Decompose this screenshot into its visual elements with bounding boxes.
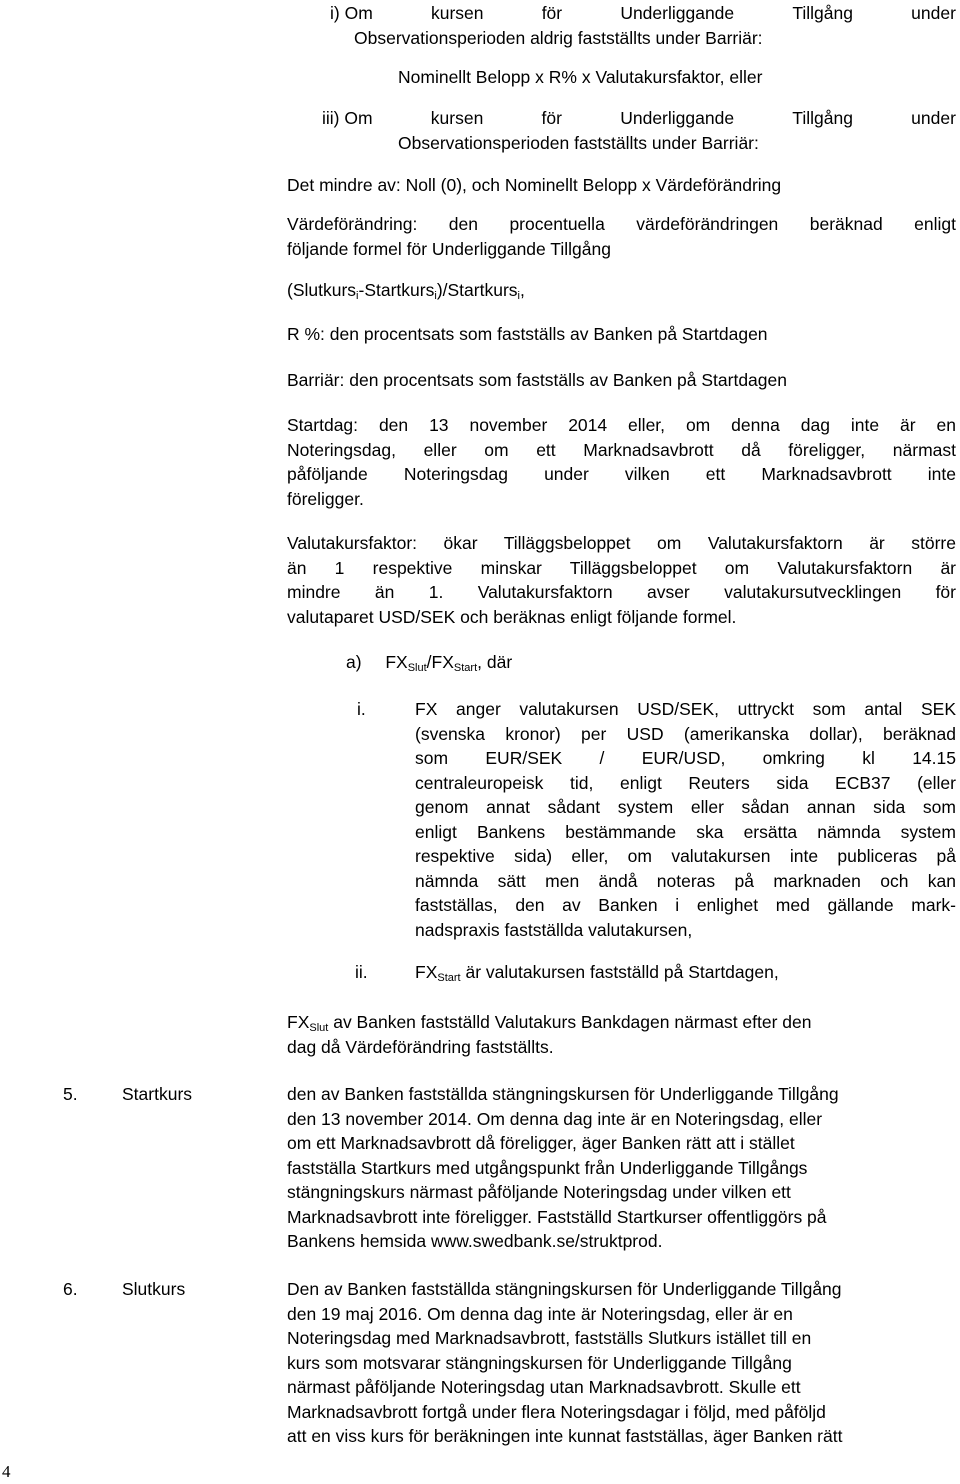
section-term: Startkurs	[122, 1084, 193, 1104]
word: kursen	[430, 3, 484, 23]
section-line: Den av Banken fastställda stängningskursen för Underliggande Tillgång	[287, 1279, 842, 1299]
definition-line: Noteringsdag, eller om ett Marknadsavbrott då föreligger, närmast	[287, 439, 956, 460]
definition-valutakursfaktor	[287, 531, 956, 629]
formula-part: (Slutkurs	[287, 280, 357, 300]
item-text	[415, 960, 779, 985]
definition-r-percent: R %: den procentsats som fastställs av Banken på Startdagen	[287, 324, 768, 344]
vardeforandring-formula	[287, 278, 525, 303]
section-line: den av Banken fastställda stängningskursen för Underliggande Tillgång	[287, 1084, 839, 1104]
section-line: närmast påföljande Noteringsdag utan Marknadsavbrott. Skulle ett	[287, 1377, 801, 1397]
section-number: 6.	[63, 1279, 78, 1299]
definition-line	[287, 1010, 956, 1035]
item-line: centraleuropeisk tid, enligt Reuters sida ECB37 (eller	[415, 772, 956, 793]
item-line: nadspraxis fastställda valutakursen,	[415, 919, 693, 940]
formula-part: är valutakursen fastställd på Startdagen,	[460, 962, 779, 982]
section-number: 5.	[63, 1084, 78, 1104]
definition-line: Startdag: den 13 november 2014 eller, om denna dag inte är en	[287, 415, 956, 435]
definition-line: dag då Värdeförändring fastställts.	[287, 1036, 554, 1057]
item-line: enligt Bankens bestämmande ska ersätta nämnda system	[415, 821, 956, 842]
formula-part: , där	[477, 652, 513, 672]
clause-i-heading	[330, 1, 956, 26]
word: iii) Om	[322, 108, 373, 128]
word: under	[911, 3, 956, 23]
definition-vardeforandring	[287, 212, 956, 261]
formula-part: -Startkurs	[358, 280, 435, 300]
item-number: i.	[357, 699, 366, 719]
item-text	[415, 697, 956, 942]
item-number: ii.	[355, 962, 368, 982]
formula-part: av Banken fastställd Valutakurs Bankdagen närmast efter den	[328, 1012, 812, 1032]
item-line: respektive sida) eller, om valutakursen inte publiceras på	[415, 846, 956, 866]
clause-i-formula: Nominellt Belopp x R% x Valutakursfaktor, eller	[398, 67, 763, 87]
section-line: Marknadsavbrott fortgå under flera Noteringsdagar i följd, med påföljd	[287, 1401, 826, 1422]
word: kursen	[430, 108, 484, 128]
item-line: FX anger valutakursen USD/SEK, uttryckt som antal SEK	[415, 699, 956, 719]
fx-formula-label: a)	[346, 652, 362, 672]
word: för	[541, 3, 563, 23]
clause-iii	[322, 106, 956, 155]
page-number: 4	[2, 1462, 11, 1481]
formula-part: /FX	[426, 652, 454, 672]
section-line: fastställa Startkurs med utgångspunkt från Underliggande Tillgångs	[287, 1157, 808, 1178]
formula-part: FX	[415, 962, 438, 982]
formula-subscript: Start	[453, 662, 478, 674]
formula-subscript: i	[517, 290, 520, 302]
definition-line: valutaparet USD/SEK och beräknas enligt följande formel.	[287, 606, 737, 627]
word: under	[911, 108, 956, 128]
clause-i-condition: Observationsperioden aldrig fastställts under Barriär:	[354, 27, 763, 48]
section-term: Slutkurs	[122, 1279, 186, 1299]
clause-iii-heading	[322, 106, 956, 131]
formula-part: ,	[519, 280, 525, 300]
definition-startdag	[287, 413, 956, 511]
word: i) Om	[330, 3, 373, 23]
formula-subscript: i	[356, 290, 359, 302]
section-line: Bankens hemsida www.swedbank.se/struktprod.	[287, 1231, 663, 1251]
formula-part: )/Startkurs	[436, 280, 518, 300]
fx-formula	[346, 650, 512, 675]
word: för	[541, 108, 562, 128]
formula-subscript: i	[434, 290, 437, 302]
section-line: att en viss kurs för beräkningen inte kunnat fastställas, äger Banken rätt	[287, 1426, 843, 1446]
formula-subscript: Start	[437, 972, 461, 984]
section-line: kurs som motsvarar stängningskursen för Underliggande Tillgång	[287, 1352, 792, 1373]
item-line: (svenska kronor) per USD (amerikanska dollar), beräknad	[415, 723, 956, 744]
word: Tillgång	[792, 108, 853, 128]
item-line: som EUR/SEK / EUR/USD, omkring kl 14.15	[415, 748, 956, 768]
definition-line: följande formel för Underliggande Tillgång	[287, 238, 611, 259]
definition-line: än 1 respektive minskar Tilläggsbeloppet om Valutakursfaktorn är	[287, 557, 956, 578]
word: Underliggande	[620, 3, 735, 23]
clause-i	[330, 1, 956, 50]
definition-line: Valutakursfaktor: ökar Tilläggsbeloppet om Valutakursfaktorn är större	[287, 533, 956, 553]
item-line: fastställas, den av Banken i enlighet med gällande mark-	[415, 895, 956, 915]
definition-line: föreligger.	[287, 488, 364, 509]
section-text	[287, 1082, 956, 1254]
definition-line: Värdeförändring: den procentuella värdeförändringen beräknad enligt	[287, 214, 956, 234]
clause-iii-condition: Observationsperioden fastställts under Barriär:	[398, 132, 759, 153]
item-line: genom annat sådant system eller sådan annan sida som	[415, 797, 956, 817]
section-text	[287, 1277, 956, 1449]
definition-line: påföljande Noteringsdag under vilken ett Marknadsavbrott inte	[287, 464, 956, 484]
word: Tillgång	[792, 3, 853, 23]
section-line: den 13 november 2014. Om denna dag inte är en Noteringsdag, eller	[287, 1108, 823, 1129]
section-line: om ett Marknadsavbrott då föreligger, äger Banken rätt att i stället	[287, 1133, 795, 1153]
word: Underliggande	[620, 108, 735, 128]
formula-part: FX	[385, 652, 408, 672]
item-line: nämnda sätt men ändå noteras på marknaden och kan	[415, 870, 956, 891]
formula-part: FX	[287, 1012, 310, 1032]
formula-subscript: Slut	[309, 1022, 329, 1034]
definition-barriar: Barriär: den procentsats som fastställs av Banken på Startdagen	[287, 370, 787, 390]
formula-subscript: Slut	[407, 662, 427, 674]
definition-fx-slut	[287, 1010, 956, 1059]
section-line: Noteringsdag med Marknadsavbrott, fastställs Slutkurs istället till en	[287, 1328, 812, 1348]
definition-line: mindre än 1. Valutakursfaktorn avser valutakursutvecklingen för	[287, 582, 956, 602]
section-line: Marknadsavbrott inte föreligger. Fastställd Startkurser offentliggörs på	[287, 1206, 827, 1227]
clause-iii-formula: Det mindre av: Noll (0), och Nominellt Belopp x Värdeförändring	[287, 175, 782, 195]
section-line: stängningskurs närmast påföljande Noteringsdag under vilken ett	[287, 1182, 791, 1202]
section-line: den 19 maj 2016. Om denna dag inte är Noteringsdag, eller är en	[287, 1303, 793, 1324]
